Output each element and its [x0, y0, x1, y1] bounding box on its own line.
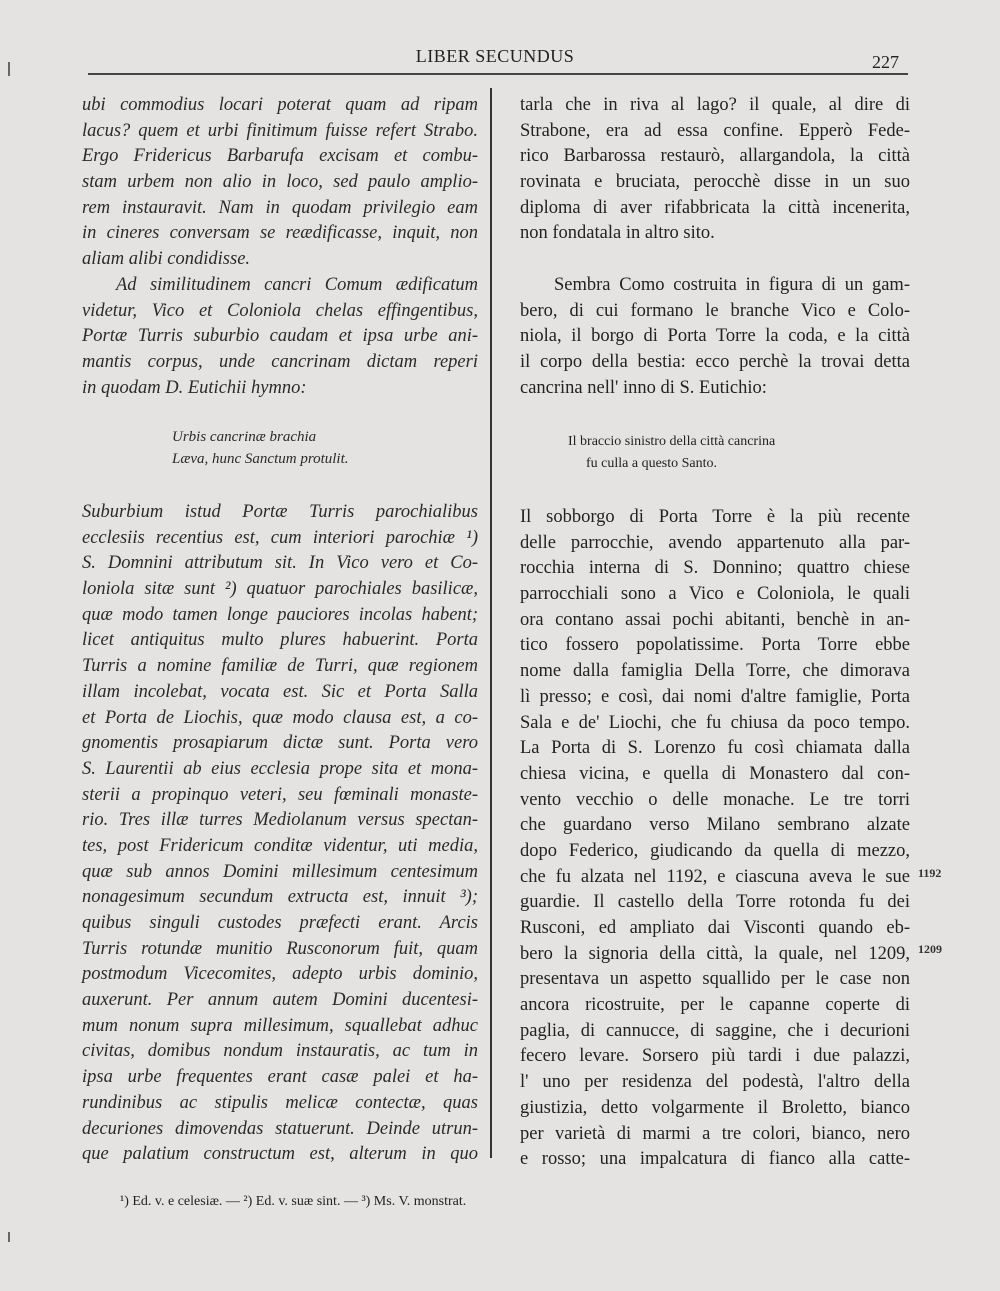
latin-paragraph-3 — [82, 500, 478, 1168]
text-line: non fondatala in altro sito. — [520, 223, 715, 244]
text-line: per varietà di marmi a tre colori, bianco, nero — [520, 1123, 910, 1144]
text-line: Rusconi, ed ampliato dai Visconti quando eb- — [520, 918, 910, 938]
text-line: delle parrocchie, avendo appartenuto alla par- — [520, 532, 910, 553]
text-line: aliam alibi condidisse. — [82, 249, 251, 270]
text-line: quibus singuli custodes præfecti erant. Arcis — [82, 913, 478, 933]
text-line: l' uno per residenza del podestà, l'altro della — [520, 1072, 910, 1093]
text-line: paglia, di cannucce, di saggine, che i decurioni — [520, 1020, 910, 1041]
text-line: Portæ Turris suburbio caudam et ipsa urbe ani- — [82, 326, 478, 347]
text-line: in quodam D. Eutichii hymno: — [82, 377, 307, 398]
text-line: loniola sitæ sunt ²) quatuor parochiales basilicæ, — [82, 579, 478, 600]
text-line: nome dalla famiglia Della Torre, che dimorava — [520, 661, 910, 682]
text-line: nonagesimum secundum extructa est, innuit ³); — [82, 887, 478, 908]
text-line: stam urbem non alio in loco, sed paulo amplio- — [82, 172, 478, 193]
text-line: chiesa vicina, e quella di Monastero dal con- — [520, 763, 910, 784]
text-line: mantis corpus, unde cancrinam dictam reperi — [82, 352, 478, 373]
text-line: in cineres conversam se reædificasse, inquit, non — [82, 223, 478, 244]
italian-verse — [520, 431, 910, 475]
text-line: S. Domnini attributum sit. In Vico vero et Co- — [82, 553, 478, 574]
verse-line: Læva, hunc Sanctum protulit. — [172, 451, 349, 467]
italian-paragraph-3 — [520, 505, 910, 1173]
latin-verse — [82, 426, 478, 470]
text-line: giustizia, detto volgarmente il Broletto, bianco — [520, 1097, 910, 1118]
margin-year-note: 1209 — [918, 942, 942, 956]
text-line: e rosso; una impalcatura di fianco alla catte- — [520, 1149, 910, 1170]
text-line: niola, il borgo di Porta Torre la coda, e la città — [520, 326, 910, 347]
text-line: tarla che in riva al lago? il quale, al dire di — [520, 95, 910, 115]
text-line: et Porta de Liochis, quæ modo clausa est, a co- — [82, 707, 478, 728]
text-line: auxerunt. Per annum autem Domini ducentesi- — [82, 990, 478, 1011]
latin-paragraph-1 — [82, 93, 478, 273]
margin-year-note: 1192 — [918, 866, 942, 880]
text-line: videtur, Vico et Coloniola chelas effingentibus, — [82, 300, 478, 321]
text-line: lì presso; e così, dai nomi d'altre famiglie, Porta — [520, 686, 910, 707]
text-line: dopo Federico, giudicando da quella di mezzo, — [520, 840, 910, 861]
text-line: Turris rotundæ munitio Rusconorum fuit, quam — [82, 938, 478, 959]
text-line: guardie. Il castello della Torre rotonda fu dei — [520, 892, 910, 913]
text-line: bero, di cui formano le branche Vico e Colo- — [520, 300, 910, 321]
text-line: tes, post Fridericum conditæ videntur, uti media, — [82, 835, 478, 856]
text-line: che fu alzata nel 1192, e ciascuna aveva le sue — [520, 866, 910, 887]
text-line: che guardano verso Milano sembrano alzate — [520, 815, 910, 836]
text-line: lacus? quem et urbi finitimum fuisse refert Strabo. — [82, 120, 478, 141]
text-line: cancrina nell' inno di S. Eutichio: — [520, 377, 767, 398]
text-line: quæ modo tamen longe pauciores incolas habent; — [82, 604, 478, 625]
text-line: vento vecchio o delle monache. Le tre torri — [520, 789, 910, 810]
text-line: Turris a nomine familiæ de Turri, quæ regionem — [82, 656, 478, 677]
verse-line: Il braccio sinistro della città cancrina — [568, 434, 776, 449]
text-line: illam incolebat, vocata est. Sic et Porta Salla — [82, 681, 478, 702]
text-line: parrocchiali sono a Vico e Coloniola, le quali — [520, 584, 910, 605]
text-line: Ad similitudinem cancri Comum ædificatum — [116, 275, 478, 295]
text-line: mum nonum supra millesimum, squallebat adhuc — [82, 1015, 478, 1036]
footnotes: ¹) Ed. v. e celesiæ. — ²) Ed. v. suæ sint. — ³) Ms. V. monstrat. — [120, 1194, 467, 1209]
text-line: ipsa urbe frequentes erant casæ palei et ha- — [82, 1067, 478, 1088]
text-line: S. Laurentii ab eius ecclesia prope sita et mona- — [82, 758, 478, 779]
italian-paragraph-2 — [520, 273, 910, 401]
text-line: gnomentis prosapiarum dictæ sunt. Porta vero — [82, 733, 478, 754]
verse-line: fu culla a questo Santo. — [586, 456, 718, 471]
text-line: quæ sub annos Domini millesimum centesimum — [82, 861, 478, 882]
text-line: fecero levare. Sorsero più tardi i due palazzi, — [520, 1046, 910, 1067]
text-line: sterii a propinquo veteri, seu fœminali monaste- — [82, 784, 478, 805]
text-line: rico Barbarossa restaurò, allargandola, la città — [520, 146, 910, 167]
text-line: decuriones dimovendas statuerunt. Deinde utrun- — [82, 1118, 478, 1139]
text-line: rio. Tres illæ turres Mediolanum versus spectan- — [82, 810, 478, 831]
header-rule — [88, 73, 908, 75]
text-line: ubi commodius locari poterat quam ad ripam — [82, 95, 478, 115]
text-line: bero la signoria della città, la quale, nel 1209, — [520, 943, 910, 964]
edge-mark — [8, 62, 10, 76]
text-line: rem instauravit. Nam in quodam privilegio eam — [82, 197, 478, 218]
latin-paragraph-2 — [82, 273, 478, 401]
text-line: diploma di aver rifabbricata la città incenerita, — [520, 197, 910, 218]
column-divider — [490, 88, 492, 1158]
text-line: civitas, domibus nondum instauratis, ac tum in — [82, 1041, 478, 1062]
text-line: La Porta di S. Lorenzo fu così chiamata dalla — [520, 738, 910, 759]
text-line: ora contano assai pochi abitanti, benchè in an- — [520, 609, 910, 630]
text-line: Il sobborgo di Porta Torre è la più recente — [520, 507, 910, 527]
text-line: Ergo Fridericus Barbarufa excisam et combu- — [82, 146, 478, 167]
text-line: rundinibus ac stipulis melicæ contectæ, quas — [82, 1092, 478, 1113]
text-line: tico fossero popolatissime. Porta Torre ebbe — [520, 635, 910, 656]
running-header: LIBER SECUNDUS — [415, 46, 575, 66]
italian-paragraph-1 — [520, 93, 910, 247]
text-line: il corpo della bestia: ecco perchè la trovai detta — [520, 352, 910, 373]
text-line: que palatium constructum est, alterum in quo — [82, 1144, 478, 1165]
text-line: ancora ricostruite, per le capanne coperte di — [520, 995, 910, 1016]
text-line: postmodum Vicecomites, adepto urbis dominio, — [82, 964, 478, 985]
text-line: rovinata e bruciata, perocchè disse in un suo — [520, 172, 910, 193]
text-line: Strabone, era ad essa confine. Epperò Fede- — [520, 120, 910, 141]
text-line: rocchia interna di S. Donnino; quattro chiese — [520, 558, 910, 579]
text-line: Suburbium istud Portæ Turris parochialibus — [82, 502, 478, 522]
text-line: presentava un aspetto squallido per le case non — [520, 969, 910, 990]
verse-line: Urbis cancrinæ brachia — [172, 429, 317, 445]
text-line: Sala e de' Liochi, che fu chiusa da poco tempo. — [520, 712, 910, 733]
page-number: 227 — [872, 52, 899, 72]
text-line: licet antiquitus multo plures habuerint. Porta — [82, 630, 478, 651]
text-line: ecclesiis recentius est, cum interiori parochiæ ¹) — [82, 527, 478, 548]
edge-mark — [8, 1232, 10, 1242]
text-line: Sembra Como costruita in figura di un gam- — [554, 275, 910, 295]
